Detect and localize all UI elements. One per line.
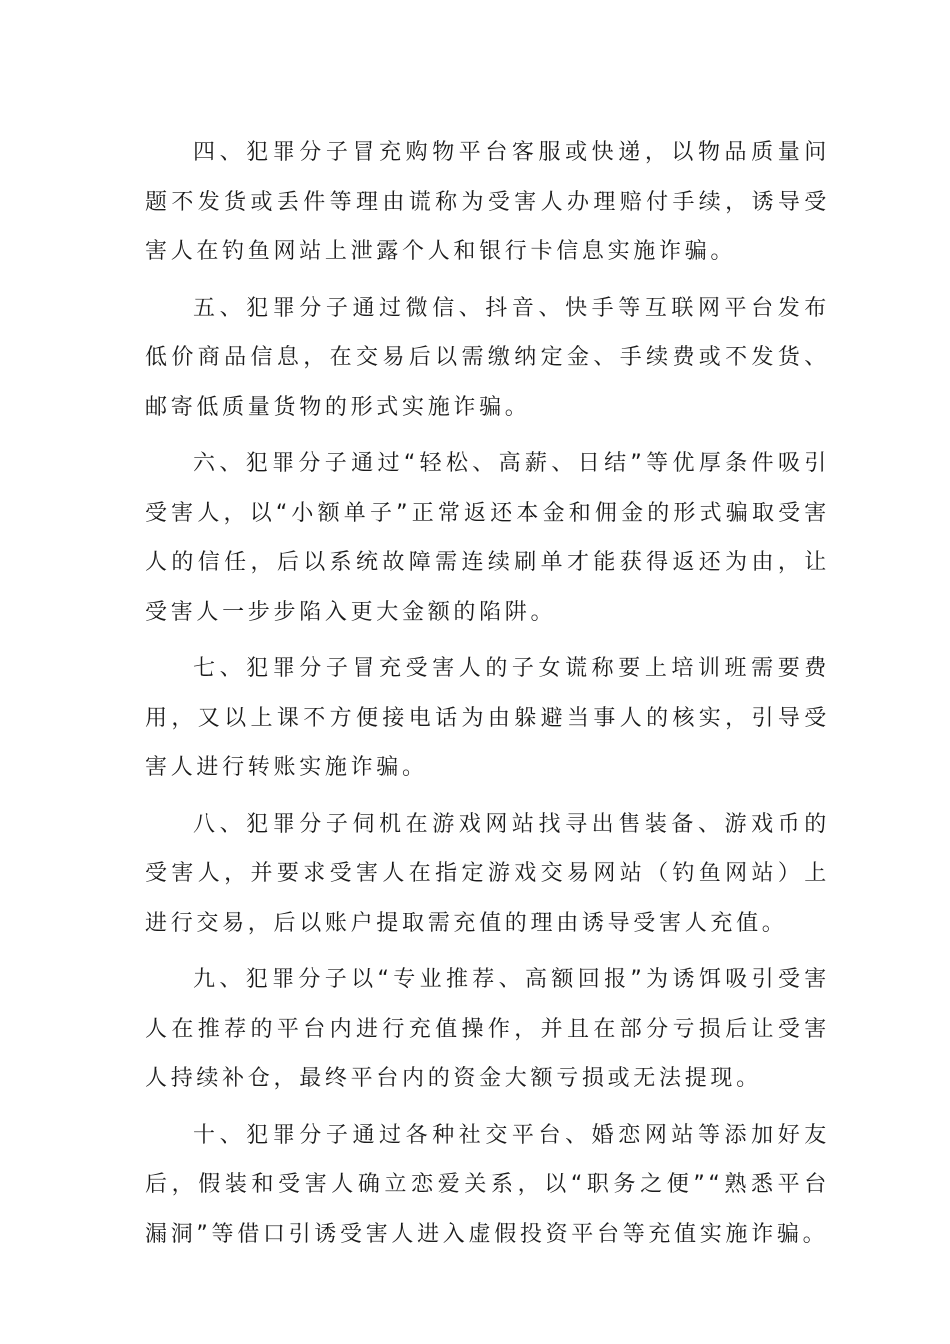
paragraph-5: 五、犯罪分子通过微信、抖音、快手等互联网平台发布低价商品信息，在交易后以需缴纳定金、手续费或不发货、邮寄低质量货物的形式实施诈骗。 <box>145 295 830 420</box>
paragraph-7: 七、犯罪分子冒充受害人的子女谎称要上培训班需要费用，又以上课不方便接电话为由躲避当事人的核实，引导受害人进行转账实施诈骗。 <box>145 656 830 780</box>
paragraph-8: 八、犯罪分子伺机在游戏网站找寻出售装备、游戏币的受害人，并要求受害人在指定游戏交易网站（钓鱼网站）上进行交易，后以账户提取需充值的理由诱导受害人充值。 <box>145 811 830 936</box>
paragraph-9: 九、犯罪分子以“专业推荐、高额回报”为诱饵吸引受害人在推荐的平台内进行充值操作，并且在部分亏损后让受害人持续补仓，最终平台内的资金大额亏损或无法提现。 <box>145 967 830 1091</box>
paragraph-4: 四、犯罪分子冒充购物平台客服或快递，以物品质量问题不发货或丢件等理由谎称为受害人办理赔付手续，诱导受害人在钓鱼网站上泄露个人和银行卡信息实施诈骗。 <box>145 140 830 264</box>
paragraph-6: 六、犯罪分子通过“轻松、高薪、日结”等优厚条件吸引受害人，以“小额单子”正常返还本金和佣金的形式骗取受害人的信任，后以系统故障需连续刷单才能获得返还为由，让受害人一步步陷入更大金额的陷阱。 <box>145 451 830 625</box>
document-body <box>145 128 830 1266</box>
paragraph-10: 十、犯罪分子通过各种社交平台、婚恋网站等添加好友后，假装和受害人确立恋爱关系，以“职务之便”“熟悉平台漏洞”等借口引诱受害人进入虚假投资平台等充值实施诈骗。 <box>145 1122 830 1247</box>
